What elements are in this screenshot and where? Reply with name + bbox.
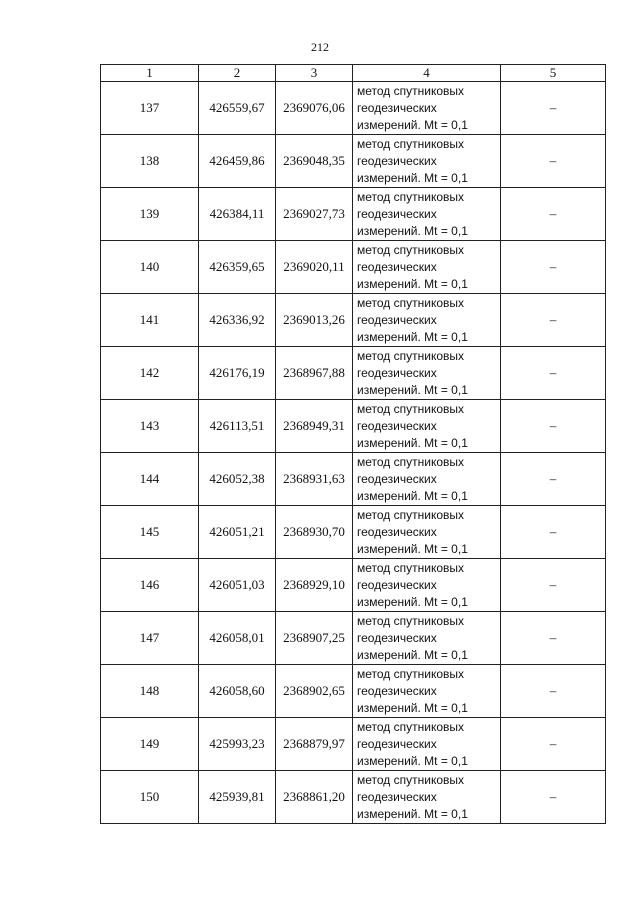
method-cell: метод спутниковых геодезических измерений. Mt = 0,1	[353, 771, 501, 824]
table-row	[101, 347, 606, 400]
table-row	[101, 400, 606, 453]
point-number-cell: 150	[101, 771, 199, 824]
point-number-cell: 145	[101, 506, 199, 559]
point-number-cell: 147	[101, 612, 199, 665]
header-row	[101, 65, 606, 82]
column-header-2: 2	[199, 65, 276, 82]
x-coordinate-cell: 426336,92	[199, 294, 276, 347]
method-cell: метод спутниковых геодезических измерений. Mt = 0,1	[353, 506, 501, 559]
table-header	[101, 65, 606, 82]
table-body	[101, 82, 606, 824]
table-row	[101, 665, 606, 718]
point-number-cell: 140	[101, 241, 199, 294]
y-coordinate-cell: 2368949,31	[276, 400, 353, 453]
column-header-1: 1	[101, 65, 199, 82]
method-cell: метод спутниковых геодезических измерений. Mt = 0,1	[353, 400, 501, 453]
method-cell: метод спутниковых геодезических измерений. Mt = 0,1	[353, 82, 501, 135]
x-coordinate-cell: 426176,19	[199, 347, 276, 400]
x-coordinate-cell: 426559,67	[199, 82, 276, 135]
point-number-cell: 142	[101, 347, 199, 400]
x-coordinate-cell: 426051,21	[199, 506, 276, 559]
table-row	[101, 241, 606, 294]
note-cell: –	[501, 612, 606, 665]
column-header-5: 5	[501, 65, 606, 82]
y-coordinate-cell: 2369027,73	[276, 188, 353, 241]
x-coordinate-cell: 426384,11	[199, 188, 276, 241]
note-cell: –	[501, 188, 606, 241]
y-coordinate-cell: 2368929,10	[276, 559, 353, 612]
note-cell: –	[501, 347, 606, 400]
note-cell: –	[501, 506, 606, 559]
note-cell: –	[501, 718, 606, 771]
x-coordinate-cell: 426058,60	[199, 665, 276, 718]
table-row	[101, 612, 606, 665]
note-cell: –	[501, 241, 606, 294]
point-number-cell: 146	[101, 559, 199, 612]
point-number-cell: 144	[101, 453, 199, 506]
method-cell: метод спутниковых геодезических измерений. Mt = 0,1	[353, 241, 501, 294]
table-row	[101, 771, 606, 824]
column-header-4: 4	[353, 65, 501, 82]
y-coordinate-cell: 2368930,70	[276, 506, 353, 559]
note-cell: –	[501, 135, 606, 188]
coordinates-table	[100, 64, 606, 824]
note-cell: –	[501, 294, 606, 347]
table-row	[101, 135, 606, 188]
x-coordinate-cell: 426113,51	[199, 400, 276, 453]
point-number-cell: 139	[101, 188, 199, 241]
method-cell: метод спутниковых геодезических измерений. Mt = 0,1	[353, 665, 501, 718]
point-number-cell: 138	[101, 135, 199, 188]
method-cell: метод спутниковых геодезических измерений. Mt = 0,1	[353, 559, 501, 612]
table-row	[101, 453, 606, 506]
method-cell: метод спутниковых геодезических измерений. Mt = 0,1	[353, 718, 501, 771]
point-number-cell: 141	[101, 294, 199, 347]
x-coordinate-cell: 426052,38	[199, 453, 276, 506]
note-cell: –	[501, 453, 606, 506]
table-row	[101, 294, 606, 347]
point-number-cell: 143	[101, 400, 199, 453]
y-coordinate-cell: 2369013,26	[276, 294, 353, 347]
method-cell: метод спутниковых геодезических измерений. Mt = 0,1	[353, 347, 501, 400]
x-coordinate-cell: 426459,86	[199, 135, 276, 188]
table-row	[101, 82, 606, 135]
note-cell: –	[501, 771, 606, 824]
x-coordinate-cell: 425939,81	[199, 771, 276, 824]
note-cell: –	[501, 82, 606, 135]
y-coordinate-cell: 2369020,11	[276, 241, 353, 294]
y-coordinate-cell: 2368907,25	[276, 612, 353, 665]
y-coordinate-cell: 2368902,65	[276, 665, 353, 718]
method-cell: метод спутниковых геодезических измерений. Mt = 0,1	[353, 453, 501, 506]
y-coordinate-cell: 2369076,06	[276, 82, 353, 135]
x-coordinate-cell: 425993,23	[199, 718, 276, 771]
note-cell: –	[501, 559, 606, 612]
y-coordinate-cell: 2368879,97	[276, 718, 353, 771]
table-row	[101, 188, 606, 241]
method-cell: метод спутниковых геодезических измерений. Mt = 0,1	[353, 135, 501, 188]
table-row	[101, 718, 606, 771]
y-coordinate-cell: 2368967,88	[276, 347, 353, 400]
method-cell: метод спутниковых геодезических измерений. Mt = 0,1	[353, 188, 501, 241]
note-cell: –	[501, 665, 606, 718]
x-coordinate-cell: 426051,03	[199, 559, 276, 612]
table-row	[101, 559, 606, 612]
y-coordinate-cell: 2369048,35	[276, 135, 353, 188]
point-number-cell: 148	[101, 665, 199, 718]
y-coordinate-cell: 2368931,63	[276, 453, 353, 506]
x-coordinate-cell: 426359,65	[199, 241, 276, 294]
method-cell: метод спутниковых геодезических измерений. Mt = 0,1	[353, 294, 501, 347]
point-number-cell: 149	[101, 718, 199, 771]
table-row	[101, 506, 606, 559]
page-number: 212	[311, 40, 329, 54]
y-coordinate-cell: 2368861,20	[276, 771, 353, 824]
note-cell: –	[501, 400, 606, 453]
x-coordinate-cell: 426058,01	[199, 612, 276, 665]
column-header-3: 3	[276, 65, 353, 82]
method-cell: метод спутниковых геодезических измерений. Mt = 0,1	[353, 612, 501, 665]
point-number-cell: 137	[101, 82, 199, 135]
